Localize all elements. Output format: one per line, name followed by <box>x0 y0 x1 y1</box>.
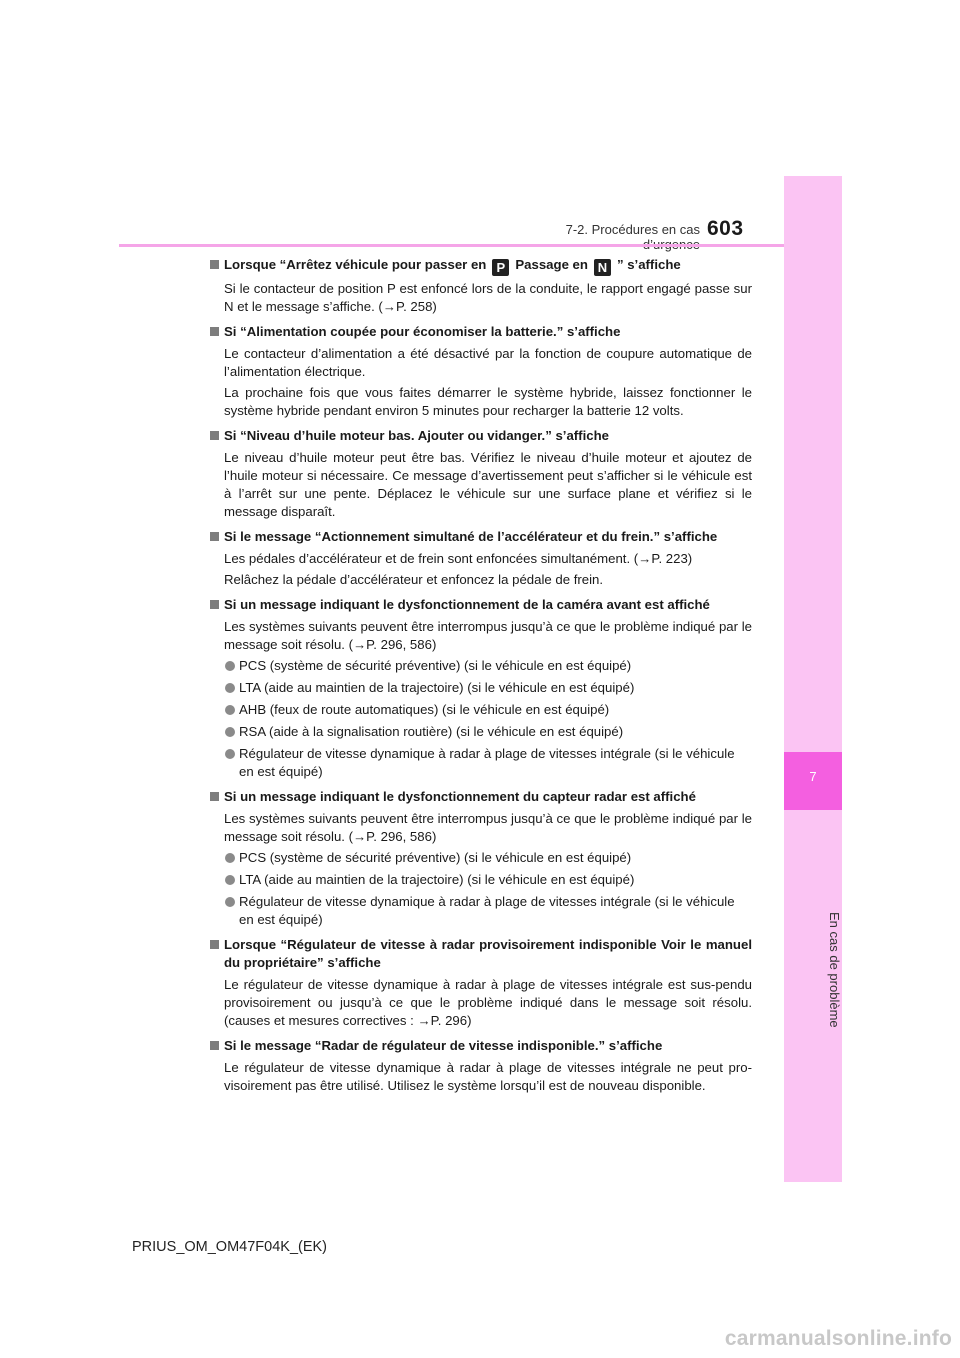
section-oil-level-message <box>210 427 752 521</box>
section-power-off-message <box>210 323 752 420</box>
header-divider <box>119 244 784 247</box>
heading-text: Si un message indiquant le dysfonctionnement du capteur radar est affiché <box>224 789 696 804</box>
heading-text: Lorsque “Régulateur de vitesse à radar provisoirement indisponible Voir le manuel du propriétaire” s’affiche <box>224 937 752 970</box>
heading-text: Si “Niveau d’huile moteur bas. Ajouter ou vidanger.” s’affiche <box>224 428 609 443</box>
section-front-camera-message <box>210 596 752 781</box>
square-bullet-icon <box>210 431 219 440</box>
list-item <box>210 679 752 697</box>
heading-text: Si un message indiquant le dysfonctionnement de la caméra avant est affiché <box>224 597 710 612</box>
paragraph: Le régulateur de vitesse dynamique à radar à plage de vitesses intégrale ne peut pro-visoirement pas être utilisé. Utilisez le système lorsqu’il est de nouveau disponible. <box>224 1060 752 1093</box>
page-content <box>210 256 752 1102</box>
square-bullet-icon <box>210 600 219 609</box>
heading-text: Si le message “Radar de régulateur de vitesse indisponible.” s’affiche <box>224 1038 663 1053</box>
footer-model-code: PRIUS_OM_OM47F04K_(EK) <box>132 1239 328 1255</box>
circle-bullet-icon <box>225 705 235 715</box>
heading-text-part: Lorsque “Arrêtez véhicule pour passer en <box>224 257 487 272</box>
circle-bullet-icon <box>225 853 235 863</box>
list-item-text: RSA (aide à la signalisation routière) (si le véhicule en est équipé) <box>239 724 624 739</box>
section-radar-sensor-message <box>210 788 752 929</box>
paragraph: La prochaine fois que vous faites démarrer le système hybride, laissez fonctionner le système hybride pendant environ 5 minutes pour recharger la batterie 12 volts. <box>224 385 752 418</box>
list-item-text: LTA (aide au maintien de la trajectoire) (si le véhicule en est équipé) <box>239 680 635 695</box>
square-bullet-icon <box>210 1041 219 1050</box>
list-item <box>210 871 752 889</box>
section-heading <box>210 528 752 546</box>
square-bullet-icon <box>210 260 219 269</box>
circle-bullet-icon <box>225 875 235 885</box>
square-bullet-icon <box>210 940 219 949</box>
list-item-text: Régulateur de vitesse dynamique à radar à plage de vitesses intégrale (si le véhicule en est équipé) <box>239 746 735 779</box>
paragraph: Le niveau d’huile moteur peut être bas. Vérifiez le niveau d’huile moteur et ajoutez de l’huile moteur si nécessaire. Ce message d’avertissement peut s’afficher si le véhicule est à l’arrêt sur une pente. Déplacez le véhicule sur une surface plane et vérifiez si le message disparaît. <box>224 450 752 519</box>
section-heading <box>210 427 752 445</box>
paragraph: Les systèmes suivants peuvent être interrompus jusqu’à ce que le problème indiqué par le message soit résolu. (→P. 296, 586) <box>224 811 752 844</box>
section-title: 7-2. Procédures en cas <box>565 222 700 237</box>
section-heading <box>210 936 752 972</box>
list-item <box>210 745 752 781</box>
list-item <box>210 701 752 719</box>
chapter-number: 7 <box>809 769 817 784</box>
circle-bullet-icon <box>225 661 235 671</box>
shift-p-indicator-icon: P <box>492 259 509 276</box>
paragraph: Les pédales d’accélérateur et de frein sont enfoncées simultanément. (→P. 223) <box>224 551 693 566</box>
paragraph: Si le contacteur de position P est enfoncé lors de la conduite, le rapport engagé passe sur N et le message s’affiche. (→P. 258) <box>224 281 752 314</box>
list-item <box>210 849 752 867</box>
heading-text: Si “Alimentation coupée pour économiser la batterie.” s’affiche <box>224 324 621 339</box>
circle-bullet-icon <box>225 683 235 693</box>
list-item <box>210 893 752 929</box>
page-number: 603 <box>707 217 744 240</box>
section-pedal-message <box>210 528 752 589</box>
paragraph: Le régulateur de vitesse dynamique à radar à plage de vitesses intégrale est sus-pendu provisoirement ou jusqu’à ce que le problème indiqué dans le message soit résolu. (causes et mesures correctives : →P. 296) <box>224 977 752 1028</box>
section-radar-temporarily-unavailable <box>210 936 752 1030</box>
square-bullet-icon <box>210 532 219 541</box>
circle-bullet-icon <box>225 897 235 907</box>
heading-text-part: Passage en <box>515 257 588 272</box>
circle-bullet-icon <box>225 749 235 759</box>
section-radar-unavailable <box>210 1037 752 1095</box>
square-bullet-icon <box>210 792 219 801</box>
section-heading <box>210 1037 752 1055</box>
list-item-text: Régulateur de vitesse dynamique à radar à plage de vitesses intégrale (si le véhicule en est équipé) <box>239 894 735 927</box>
list-item <box>210 657 752 675</box>
watermark: carmanualsonline.info <box>724 1327 952 1350</box>
list-item-text: PCS (système de sécurité préventive) (si le véhicule en est équipé) <box>239 658 632 673</box>
list-item-text: LTA (aide au maintien de la trajectoire) (si le véhicule en est équipé) <box>239 872 635 887</box>
section-heading <box>210 323 752 341</box>
list-item-text: PCS (système de sécurité préventive) (si le véhicule en est équipé) <box>239 850 632 865</box>
section-heading <box>210 596 752 614</box>
square-bullet-icon <box>210 327 219 336</box>
chapter-title-text: En cas de problème <box>827 912 842 1028</box>
heading-text-part: ” s’affiche <box>616 257 681 272</box>
section-heading <box>210 788 752 806</box>
paragraph: Les systèmes suivants peuvent être interrompus jusqu’à ce que le problème indiqué par le message soit résolu. (→P. 296, 586) <box>224 619 752 652</box>
list-item-text: AHB (feux de route automatiques) (si le véhicule en est équipé) <box>239 702 610 717</box>
shift-n-indicator-icon: N <box>594 259 611 276</box>
heading-text: Si le message “Actionnement simultané de l’accélérateur et du frein.” s’affiche <box>224 529 718 544</box>
paragraph: Le contacteur d’alimentation a été désactivé par la fonction de coupure automatique de l’alimentation électrique. <box>224 346 752 379</box>
section-shift-message <box>210 256 752 316</box>
section-heading <box>210 256 752 276</box>
circle-bullet-icon <box>225 727 235 737</box>
paragraph: Relâchez la pédale d’accélérateur et enfoncez la pédale de frein. <box>224 572 604 587</box>
chapter-title <box>784 820 842 1120</box>
list-item <box>210 723 752 741</box>
